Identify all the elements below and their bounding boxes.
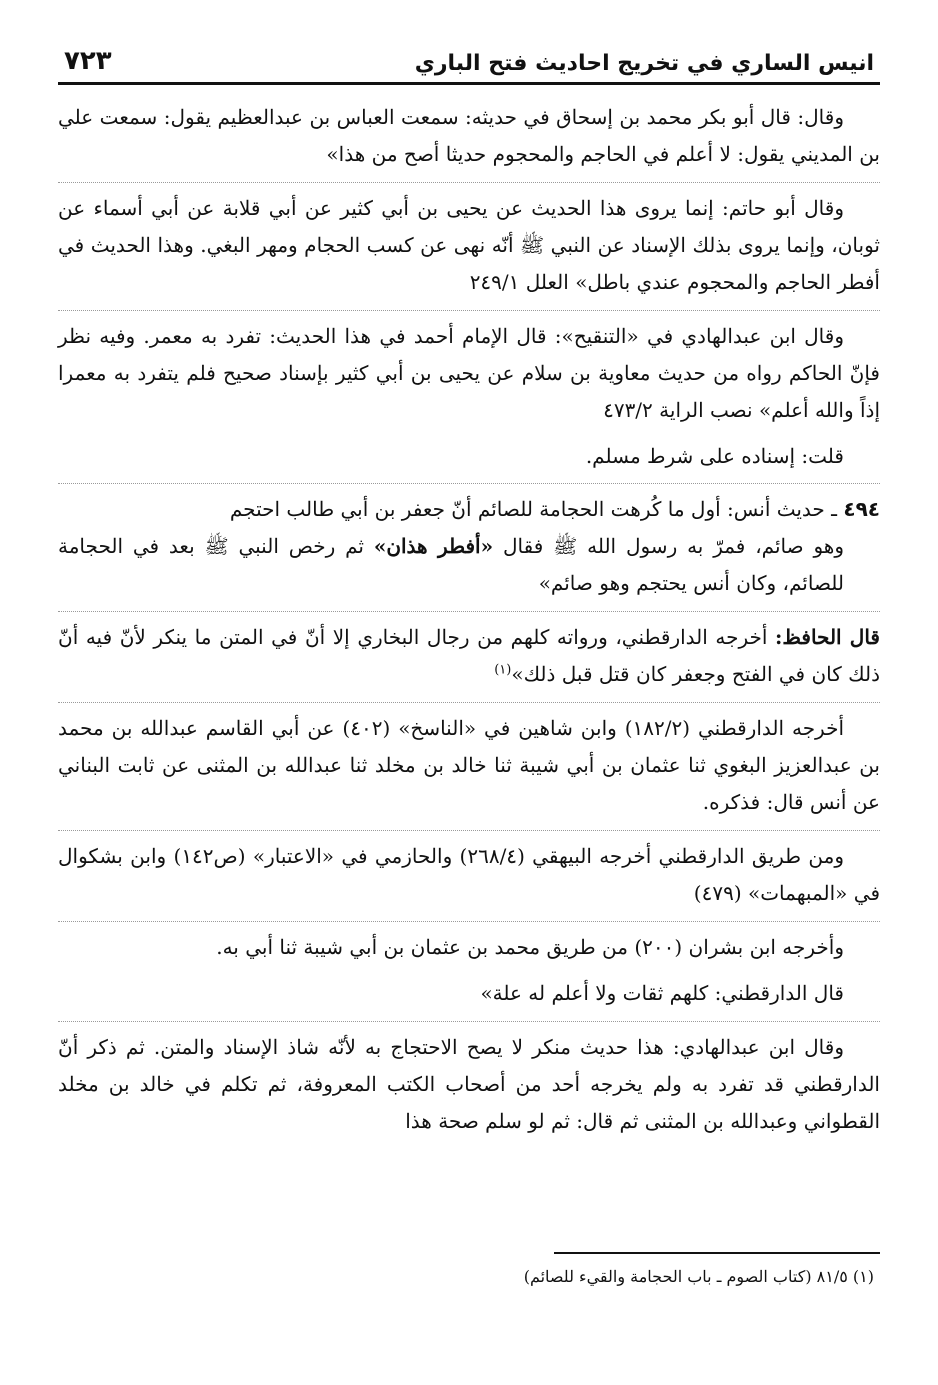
hadith-bold-quote: «أفطر هذان» [373,534,494,558]
paragraph-ibn-abdilhadi: وقال ابن عبدالهادي: هذا حديث منكر لا يصح الاحتجاج به لأنّه شاذ الإسناد والمتن. ثم ذكر أنّ الدارقطني قد تفرد به ولم يخرجه أحد من أصحاب الكتب المعروفة، ثم تكلم في خالد بن مخلد القطواني وعبدالله بن المثنى ثم قال: ثم لو سلم صحة هذا [58,1021,880,1140]
hadith-entry [58,483,880,602]
footnote-divider [554,1252,880,1254]
footnotes-section [58,1252,880,1290]
hadith-text-after-quote: ثم رخص النبي ﷺ بعد في الحجامة للصائم، وكان أنس يحتجم وهو صائم» [58,534,844,595]
footnote-text: ٨١/٥ (كتاب الصوم ـ باب الحجامة والقيء للصائم) [523,1267,848,1286]
footnote-reference[interactable]: (١) [494,662,512,678]
paragraph-qultu: قلت: إسناده على شرط مسلم. [585,444,844,468]
paragraph-tanqih: وقال ابن عبدالهادي في «التنقيح»: قال الإمام أحمد في هذا الحديث: تفرد به معمر. وفيه نظر فإنّ الحاكم رواه من حديث معاوية بن سلام عن يحيى بن أبي كثير بإسناد صحيح فلم يتفرد به معمرا إذاً والله أعلم» نصب الراية ٤٧٣/٢ [58,310,880,429]
paragraph-daraqutni-thiqat: قال الدارقطني: كلهم ثقات ولا أعلم له علة» [480,981,844,1005]
running-title: انيس الساري في تخريج احاديث فتح الباري [414,51,874,76]
hadith-text-before-quote: وهو صائم، فمرّ به رسول الله ﷺ فقال [493,534,844,558]
hadith-number: ٤٩٤ [843,497,880,521]
book-page [58,30,880,1365]
paragraph-ibn-bishran: وأخرجه ابن بشران (٢٠٠) من طريق محمد بن عثمان بن أبي شيبة ثنا أبي به. [58,921,880,966]
paragraph-ibn-madini: وقال: قال أبو بكر محمد بن إسحاق في حديثه: سمعت العباس بن عبدالعظيم يقول: سمعت علي بن المديني يقول: لا أعلم في الحاجم والمحجوم حديثا أصح من هذا» [58,105,880,166]
hafiz-text: أخرجه الدارقطني، ورواته كلهم من رجال البخاري إلا أنّ في المتن ما ينكر لأنّ فيه أنّ ذلك كان في الفتح وجعفر كان قتل قبل ذلك» [58,625,880,686]
hadith-dash: ـ [831,497,838,521]
paragraph-abu-hatim: وقال أبو حاتم: إنما يروى هذا الحديث عن يحيى بن أبي كثير عن أبي قلابة عن أبي أسماء عن ثوبان، وإنما يروى بذلك الإسناد عن النبي ﷺ أنّه نهى عن كسب الحجام ومهر البغي. وهذا الحديث في أفطر الحاجم والمحجوم عندي باطل» العلل ٢٤٩/١ [58,182,880,301]
page-number: ٧٢٣ [64,46,112,76]
page-body [58,99,880,1140]
page-header [58,30,880,85]
hadith-text-rest [58,528,880,602]
paragraph-bayhaqi: ومن طريق الدارقطني أخرجه البيهقي (٢٦٨/٤) والحازمي في «الاعتبار» (ص١٤٢) وابن بشكوال في «المبهمات» (٤٧٩) [58,830,880,912]
hadith-text-first: حديث أنس: أول ما كُرهت الحجامة للصائم أنّ جعفر بن أبي طالب احتجم [229,497,825,521]
hafiz-label: قال الحافظ: [775,625,880,649]
footnote-1 [58,1264,880,1290]
footnote-marker: (١) [852,1267,874,1286]
hadith-first-line [58,491,880,528]
paragraph-takhrij-daraqutni: أخرجه الدارقطني (١٨٢/٢) وابن شاهين في «الناسخ» (٤٠٢) عن أبي القاسم عبدالله بن محمد بن عبدالعزيز البغوي ثنا عثمان بن أبي شيبة ثنا خالد بن مخلد ثنا عبدالله بن المثنى عن ثابت البناني عن أنس قال: فذكره. [58,702,880,821]
paragraph-hafiz [58,611,880,693]
